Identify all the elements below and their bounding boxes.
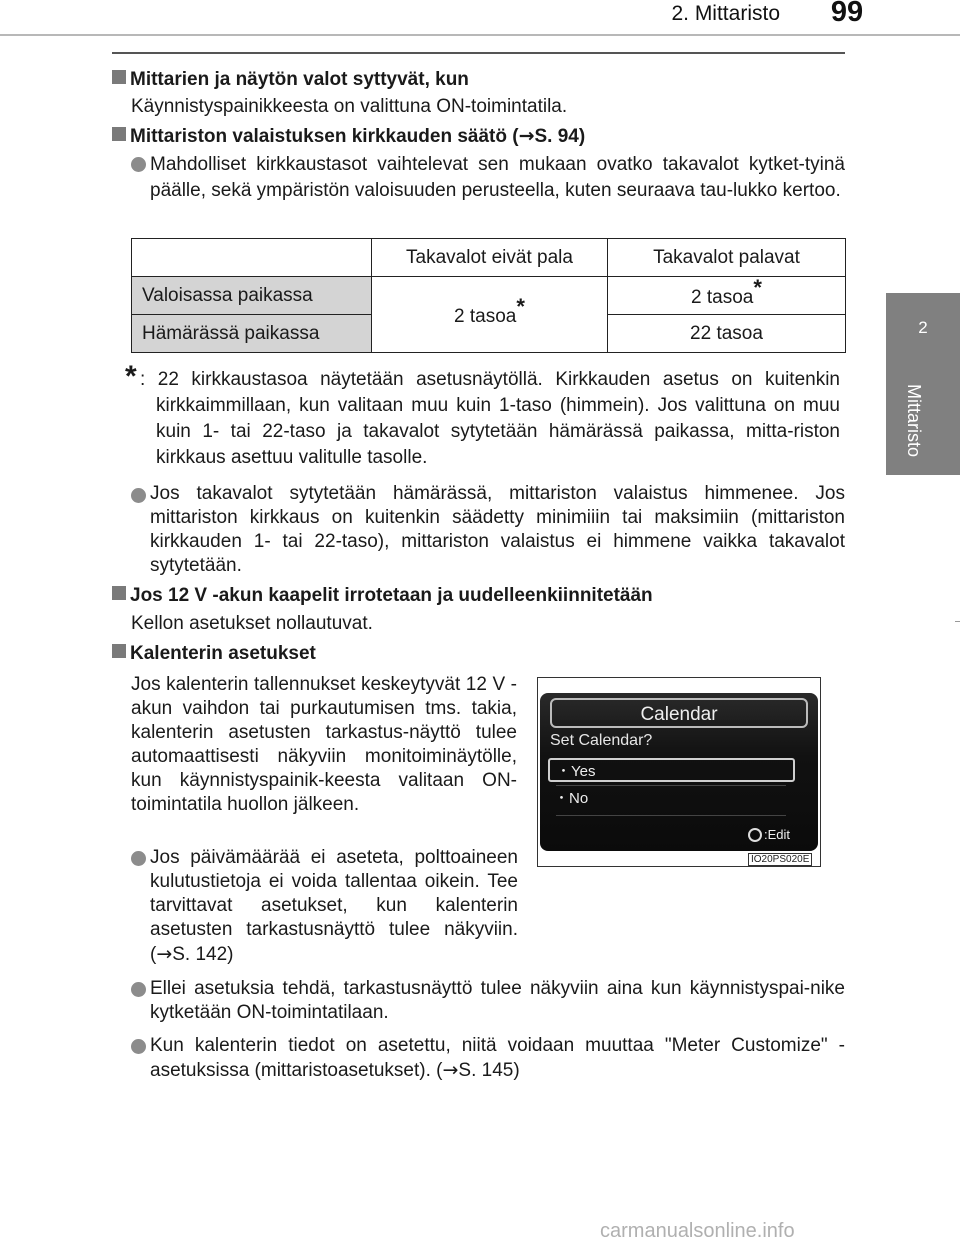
table-cell-merged: 2 tasoa*: [372, 277, 608, 353]
section-heading-battery: Jos 12 V -akun kaapelit irrotetaan ja uudelleenkiinnitetään: [112, 584, 653, 608]
table-cell-dark-on: 22 tasoa: [608, 315, 846, 353]
section-heading-brightness: Mittariston valaistuksen kirkkauden säätö (→S. 94): [112, 124, 585, 149]
bullet-meter-customize: Kun kalenterin tiedot on asetettu, niitä voidaan muuttaa "Meter Customize" -asetuksissa (mittaristoasetukset). (→S. 145): [150, 1035, 845, 1081]
round-bullet-icon: [131, 488, 146, 503]
section-heading-calendar: Kalenterin asetukset: [112, 642, 316, 666]
bullet-brightness-levels: Mahdolliset kirkkaustasot vaihtelevat sen mukaan ovatko takavalot kytket-tyinä päälle, sekä ympäristön valoisuuden perusteella, kuten seuraava tau-lukko kertoo.: [150, 154, 845, 201]
table-corner-cell: [132, 239, 372, 277]
footnote-marker: *: [125, 360, 137, 393]
calendar-option-yes: ・Yes: [548, 758, 795, 782]
table-cell-bright-on: 2 tasoa*: [608, 277, 846, 315]
brightness-table: [131, 238, 846, 353]
calendar-question: Set Calendar?: [550, 732, 653, 749]
calendar-separator: [556, 785, 786, 786]
figure-id: IO20PS020E: [748, 853, 812, 866]
table-header-taillights-on: Takavalot palavat: [608, 239, 846, 277]
side-tab-label: Mittaristo: [904, 384, 924, 458]
arrow-icon: →: [442, 1059, 459, 1081]
calendar-edit-hint: :Edit: [764, 827, 791, 842]
footnote-text: : 22 kirkkaustasoa näytetään asetusnäytöllä. Kirkkauden asetus on kuitenkin kirkkaimmillaan, kun valitaan muu kuin 1-taso (himmein). Jos valittuna on muu kuin 1- tai 22-taso ja takavalot sytytetään hämärässä paikassa, mitta-riston kirkkaus asettuu valitulle tasolle.: [140, 369, 840, 468]
square-bullet-icon: [112, 127, 126, 141]
header-divider: [0, 34, 960, 36]
watermark: carmanualsonline.info: [600, 1220, 795, 1242]
table-header-taillights-off: Takavalot eivät pala: [372, 239, 608, 277]
page-number: 99: [830, 0, 864, 28]
side-tick: [955, 621, 960, 622]
round-bullet-icon: [131, 851, 146, 866]
section-heading-lights: Mittarien ja näytön valot syttyvät, kun: [112, 68, 469, 92]
square-bullet-icon: [112, 644, 126, 658]
square-bullet-icon: [112, 70, 126, 84]
calendar-paragraph: Jos kalenterin tallennukset keskeytyvät 12 V -akun vaihdon tai purkautumisen tms. takia, kalenterin asetusten tarkastus-näyttö tulee automaattisesti näkyviin monitoiminäytölle, kun käynnistyspainik-keesta valitaan ON-toimintatila huollon jälkeen.: [131, 674, 517, 815]
section-text-lights: Käynnistyspainikkeesta on valittuna ON-toimintatila.: [131, 96, 568, 117]
bullet-check-screen: Ellei asetuksia tehdä, tarkastusnäyttö tulee näkyviin aina kun käynnistyspai-nike kytketään ON-toimintatilaan.: [150, 978, 845, 1023]
table-row-bright-place: Valoisassa paikassa: [132, 277, 372, 315]
calendar-option-no: ・No: [554, 790, 589, 807]
table-row-dark-place: Hämärässä paikassa: [132, 315, 372, 353]
arrow-icon: →: [518, 125, 535, 147]
section-text-battery: Kellon asetukset nollautuvat.: [131, 613, 373, 634]
round-bullet-icon: [131, 157, 146, 172]
round-bullet-icon: [131, 1039, 146, 1054]
bullet-dimming: Jos takavalot sytytetään hämärässä, mittariston valaistus himmenee. Jos mittariston kirkkaus on kuitenkin säädetty minimiiin tai maksimiin (mittariston kirkkauden 1- tai 22-taso), mittariston valaistus ei himmene vaikka takavalot sytytetään.: [150, 483, 845, 576]
square-bullet-icon: [112, 586, 126, 600]
calendar-title: Calendar: [550, 698, 808, 728]
round-bullet-icon: [131, 982, 146, 997]
chapter-title: 2. Mittaristo: [671, 2, 780, 25]
calendar-separator: [556, 815, 786, 816]
side-tab-number: 2: [918, 318, 928, 337]
arrow-icon: →: [156, 943, 173, 965]
bullet-date-not-set: Jos päivämäärää ei aseteta, polttoaineen kulutustietoja ei voida tallentaa oikein. Tee tarvittavat asetukset, kun kalenterin asetusten tarkastusnäyttö tulee näkyviin. (→S. 142): [150, 847, 518, 965]
content-divider: [112, 52, 845, 54]
